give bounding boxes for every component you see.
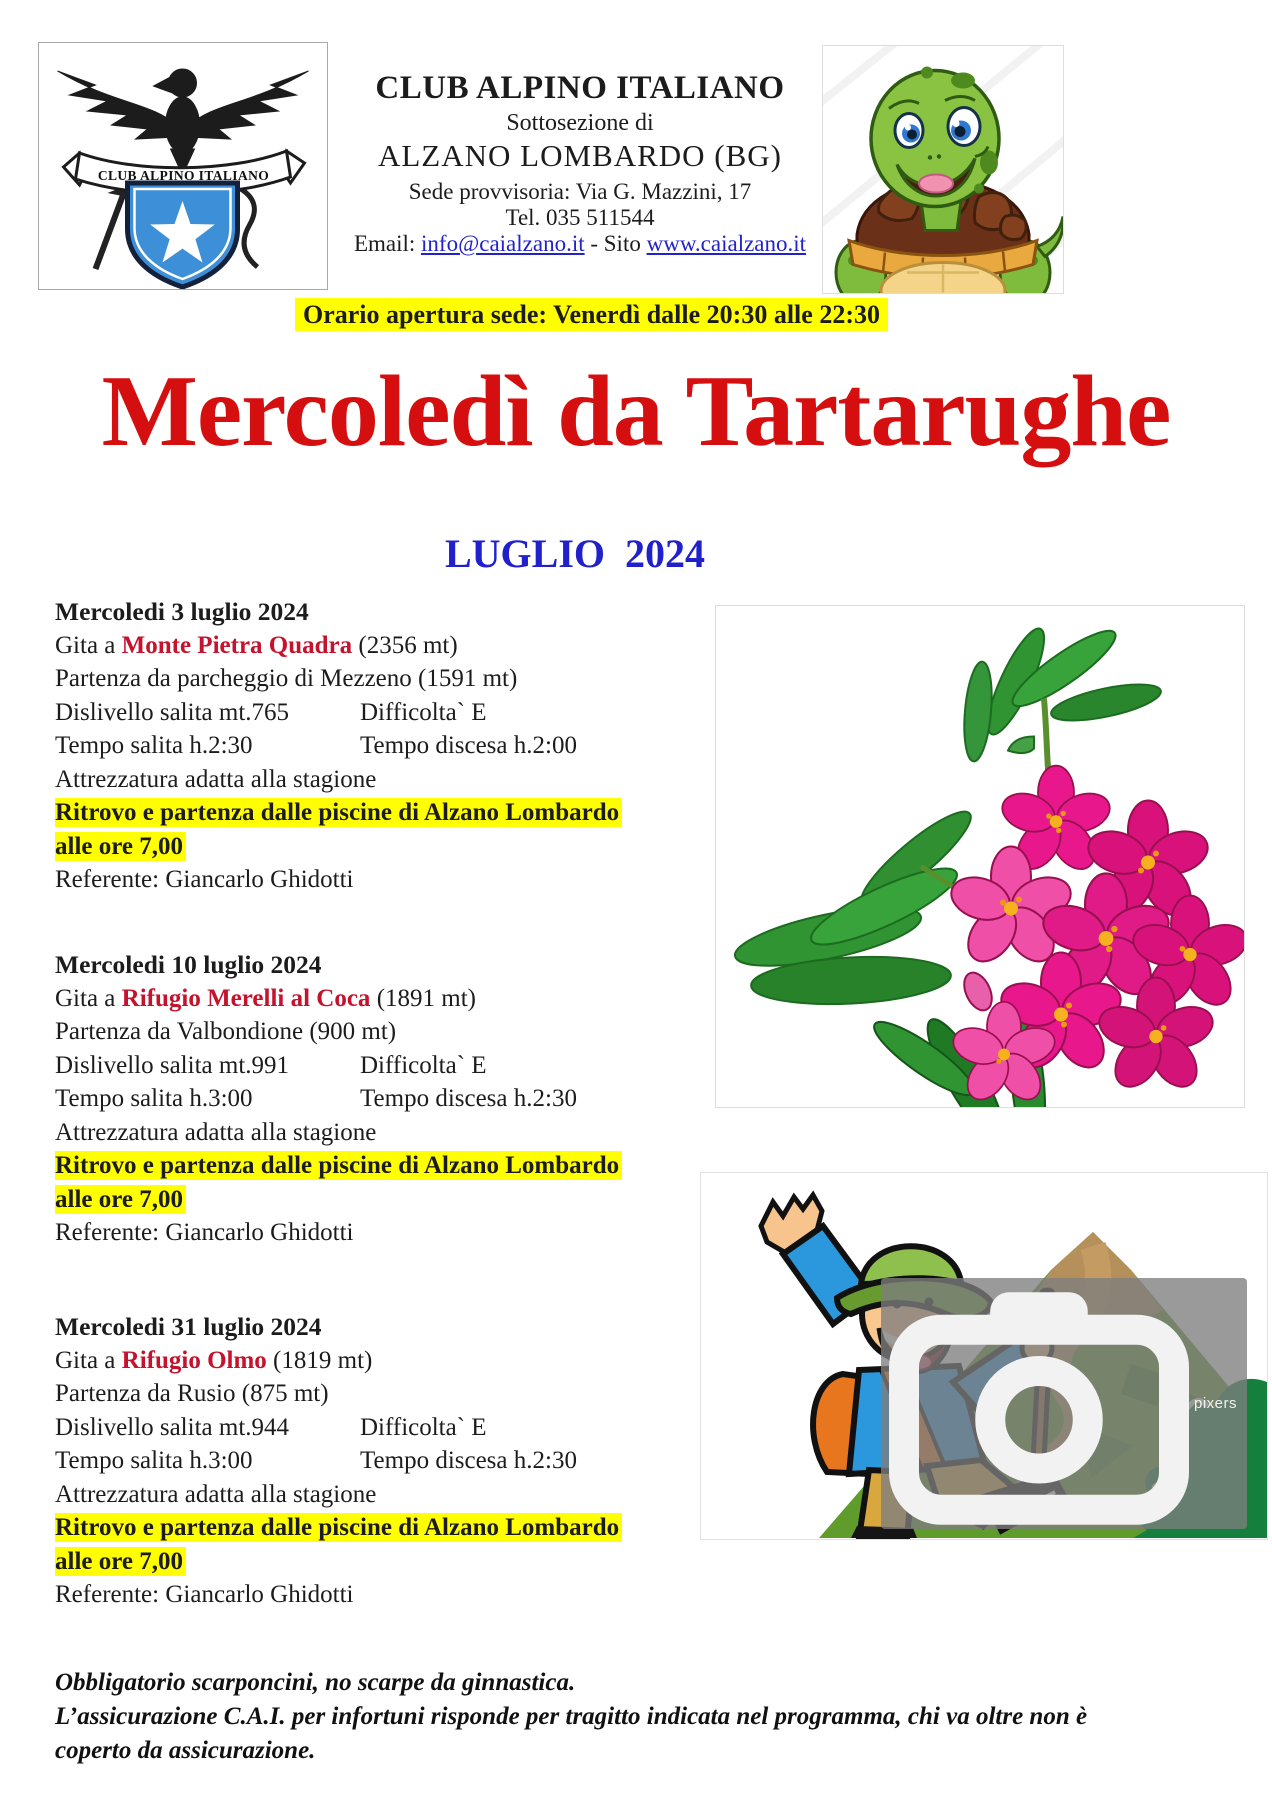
org-name: CLUB ALPINO ITALIANO: [375, 70, 785, 106]
cai-eagle-shield-logo: [39, 43, 327, 289]
event-destination-line: Gita a Monte Pietra Quadra (2356 mt): [55, 631, 458, 659]
opening-hours-text: Orario apertura sede: Venerdì dalle 20:30 alle 22:30: [295, 298, 888, 331]
event-meeting-line1: Ritrovo e partenza dalle piscine di Alzano Lombardo: [55, 1149, 633, 1183]
website-link[interactable]: www.caialzano.it: [646, 231, 807, 256]
contact-line: [330, 231, 830, 257]
footer-notes: [55, 1666, 1270, 1768]
event-difficulty: Difficolta` E: [360, 698, 487, 726]
flower-image-box: [715, 605, 1245, 1108]
opening-hours-notice: [295, 300, 888, 330]
event-contact: Referente: Giancarlo Ghidotti: [55, 1581, 354, 1608]
event-destination: Monte Pietra Quadra: [121, 631, 353, 659]
cai-logo-box: [38, 42, 328, 290]
page-title: Mercoledì da Tartarughe: [101, 355, 1171, 468]
event-elevation-row: Dislivello salita mt.991 Difficolta` E: [55, 1051, 487, 1079]
event-elevation-row: Dislivello salita mt.765 Difficolta` E: [55, 698, 487, 726]
flower-cluster: [946, 766, 1244, 1107]
event-date: Mercoledi 3 luglio 2024: [55, 597, 309, 626]
address: Sede provvisoria: Via G. Mazzini, 17: [408, 179, 752, 204]
event-meeting-line1: Ritrovo e partenza dalle piscine di Alzano Lombardo: [55, 796, 633, 830]
event-date: Mercoledi 10 luglio 2024: [55, 950, 322, 979]
email-link[interactable]: info@caialzano.it: [421, 231, 585, 256]
email-label: Email:: [353, 231, 422, 256]
event-destination: Rifugio Merelli al Coca: [121, 984, 371, 1012]
event-equipment: Attrezzatura adatta alla stagione: [55, 1118, 377, 1146]
header: [330, 70, 830, 257]
rope-icon: [238, 187, 258, 267]
logo-banner-text: CLUB ALPINO ITALIANO: [97, 168, 270, 183]
turtle-image-box: [822, 45, 1064, 294]
event-contact: Referente: Giancarlo Ghidotti: [55, 1219, 354, 1246]
event-meeting-line2: alle ore 7,00: [55, 1545, 633, 1579]
phone: Tel. 035 511544: [505, 205, 655, 230]
event-destination: Rifugio Olmo: [121, 1346, 267, 1374]
subsection-label: Sottosezione di: [506, 110, 654, 136]
watermark-label: pixers: [1193, 1394, 1237, 1412]
turtle-cartoon: [823, 46, 1063, 293]
event-destination-line: Gita a Rifugio Merelli al Coca (1891 mt): [55, 984, 476, 1012]
event-block-2: [55, 948, 633, 1250]
event-start-point: Partenza da Valbondione (900 mt): [55, 1018, 397, 1045]
event-meeting-line1: Ritrovo e partenza dalle piscine di Alzano Lombardo: [55, 1511, 633, 1545]
camera-icon: [889, 1281, 1189, 1525]
event-start-point: Partenza da parcheggio di Mezzeno (1591 mt): [55, 665, 518, 692]
event-start-point: Partenza da Rusio (875 mt): [55, 1380, 329, 1407]
pixers-watermark: [881, 1278, 1247, 1529]
event-block-3: [55, 1310, 633, 1612]
footer-line: Obbligatorio scarponcini, no scarpe da ginnastica.: [55, 1669, 576, 1696]
event-difficulty: Difficolta` E: [360, 1051, 487, 1079]
event-difficulty: Difficolta` E: [360, 1413, 487, 1441]
rhododendron-illustration: [716, 606, 1244, 1107]
event-meeting-line2: alle ore 7,00: [55, 830, 633, 864]
event-contact: Referente: Giancarlo Ghidotti: [55, 866, 354, 893]
hiker-image-box: [700, 1172, 1268, 1540]
footer-line: L’assicurazione C.A.I. per infortuni risponde per tragitto indicata nel programma, chi va oltre non è: [55, 1703, 1088, 1730]
event-destination-line: Gita a Rifugio Olmo (1819 mt): [55, 1346, 373, 1374]
event-times-row: Tempo salita h.2:30 Tempo discesa h.2:00: [55, 732, 577, 759]
footer-line: coperto da assicurazione.: [55, 1737, 316, 1764]
event-times-row: Tempo salita h.3:00 Tempo discesa h.2:30: [55, 1447, 577, 1474]
event-equipment: Attrezzatura adatta alla stagione: [55, 765, 377, 793]
site-label: - Sito: [584, 231, 647, 256]
event-times-row: Tempo salita h.3:00 Tempo discesa h.2:30: [55, 1085, 577, 1112]
event-equipment: Attrezzatura adatta alla stagione: [55, 1480, 377, 1508]
event-block-1: [55, 595, 633, 897]
event-date: Mercoledi 31 luglio 2024: [55, 1312, 322, 1341]
page-subtitle: LUGLIO 2024: [444, 531, 706, 576]
event-meeting-line2: alle ore 7,00: [55, 1183, 633, 1217]
event-elevation-row: Dislivello salita mt.944 Difficolta` E: [55, 1413, 487, 1441]
subsection-name: ALZANO LOMBARDO (BG): [377, 138, 783, 173]
